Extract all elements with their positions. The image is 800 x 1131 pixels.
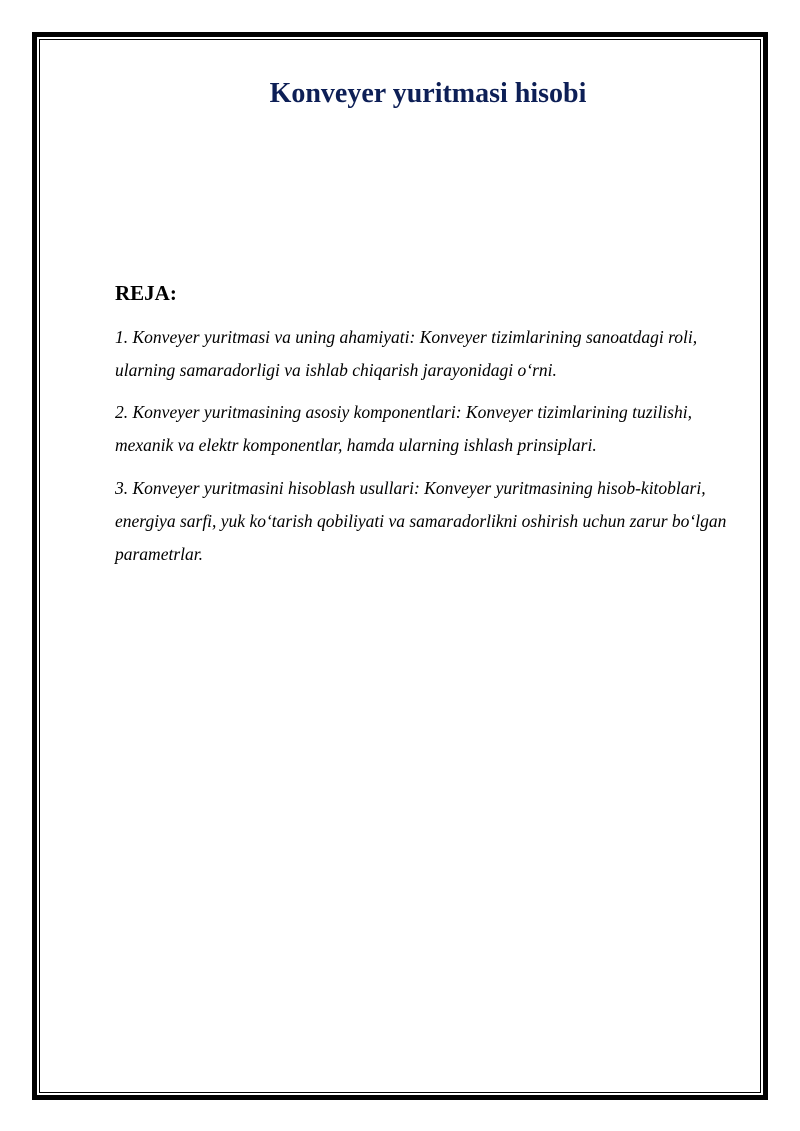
plan-heading: REJA: — [115, 281, 177, 305]
plan-item-2: 2. Konveyer yuritmasining asosiy komponentlari: Konveyer tizimlarining tuzilishi, mexanik va elektr komponentlar, hamda ularning ishlash prinsiplari. — [115, 402, 692, 455]
plan-item-3: 3. Konveyer yuritmasini hisoblash usullari: Konveyer yuritmasining hisob-kitoblari, energiya sarfi, yuk ko‘tarish qobiliyati va samaradorlikni oshirish uchun zarur bo‘lgan parametrlar. — [115, 478, 727, 564]
plan-item-1: 1. Konveyer yuritmasi va uning ahamiyati: Konveyer tizimlarining sanoatdagi roli, ularning samaradorligi va ishlab chiqarish jarayonidagi o‘rni. — [115, 327, 698, 380]
document-title: Konveyer yuritmasi hisobi — [269, 78, 587, 109]
